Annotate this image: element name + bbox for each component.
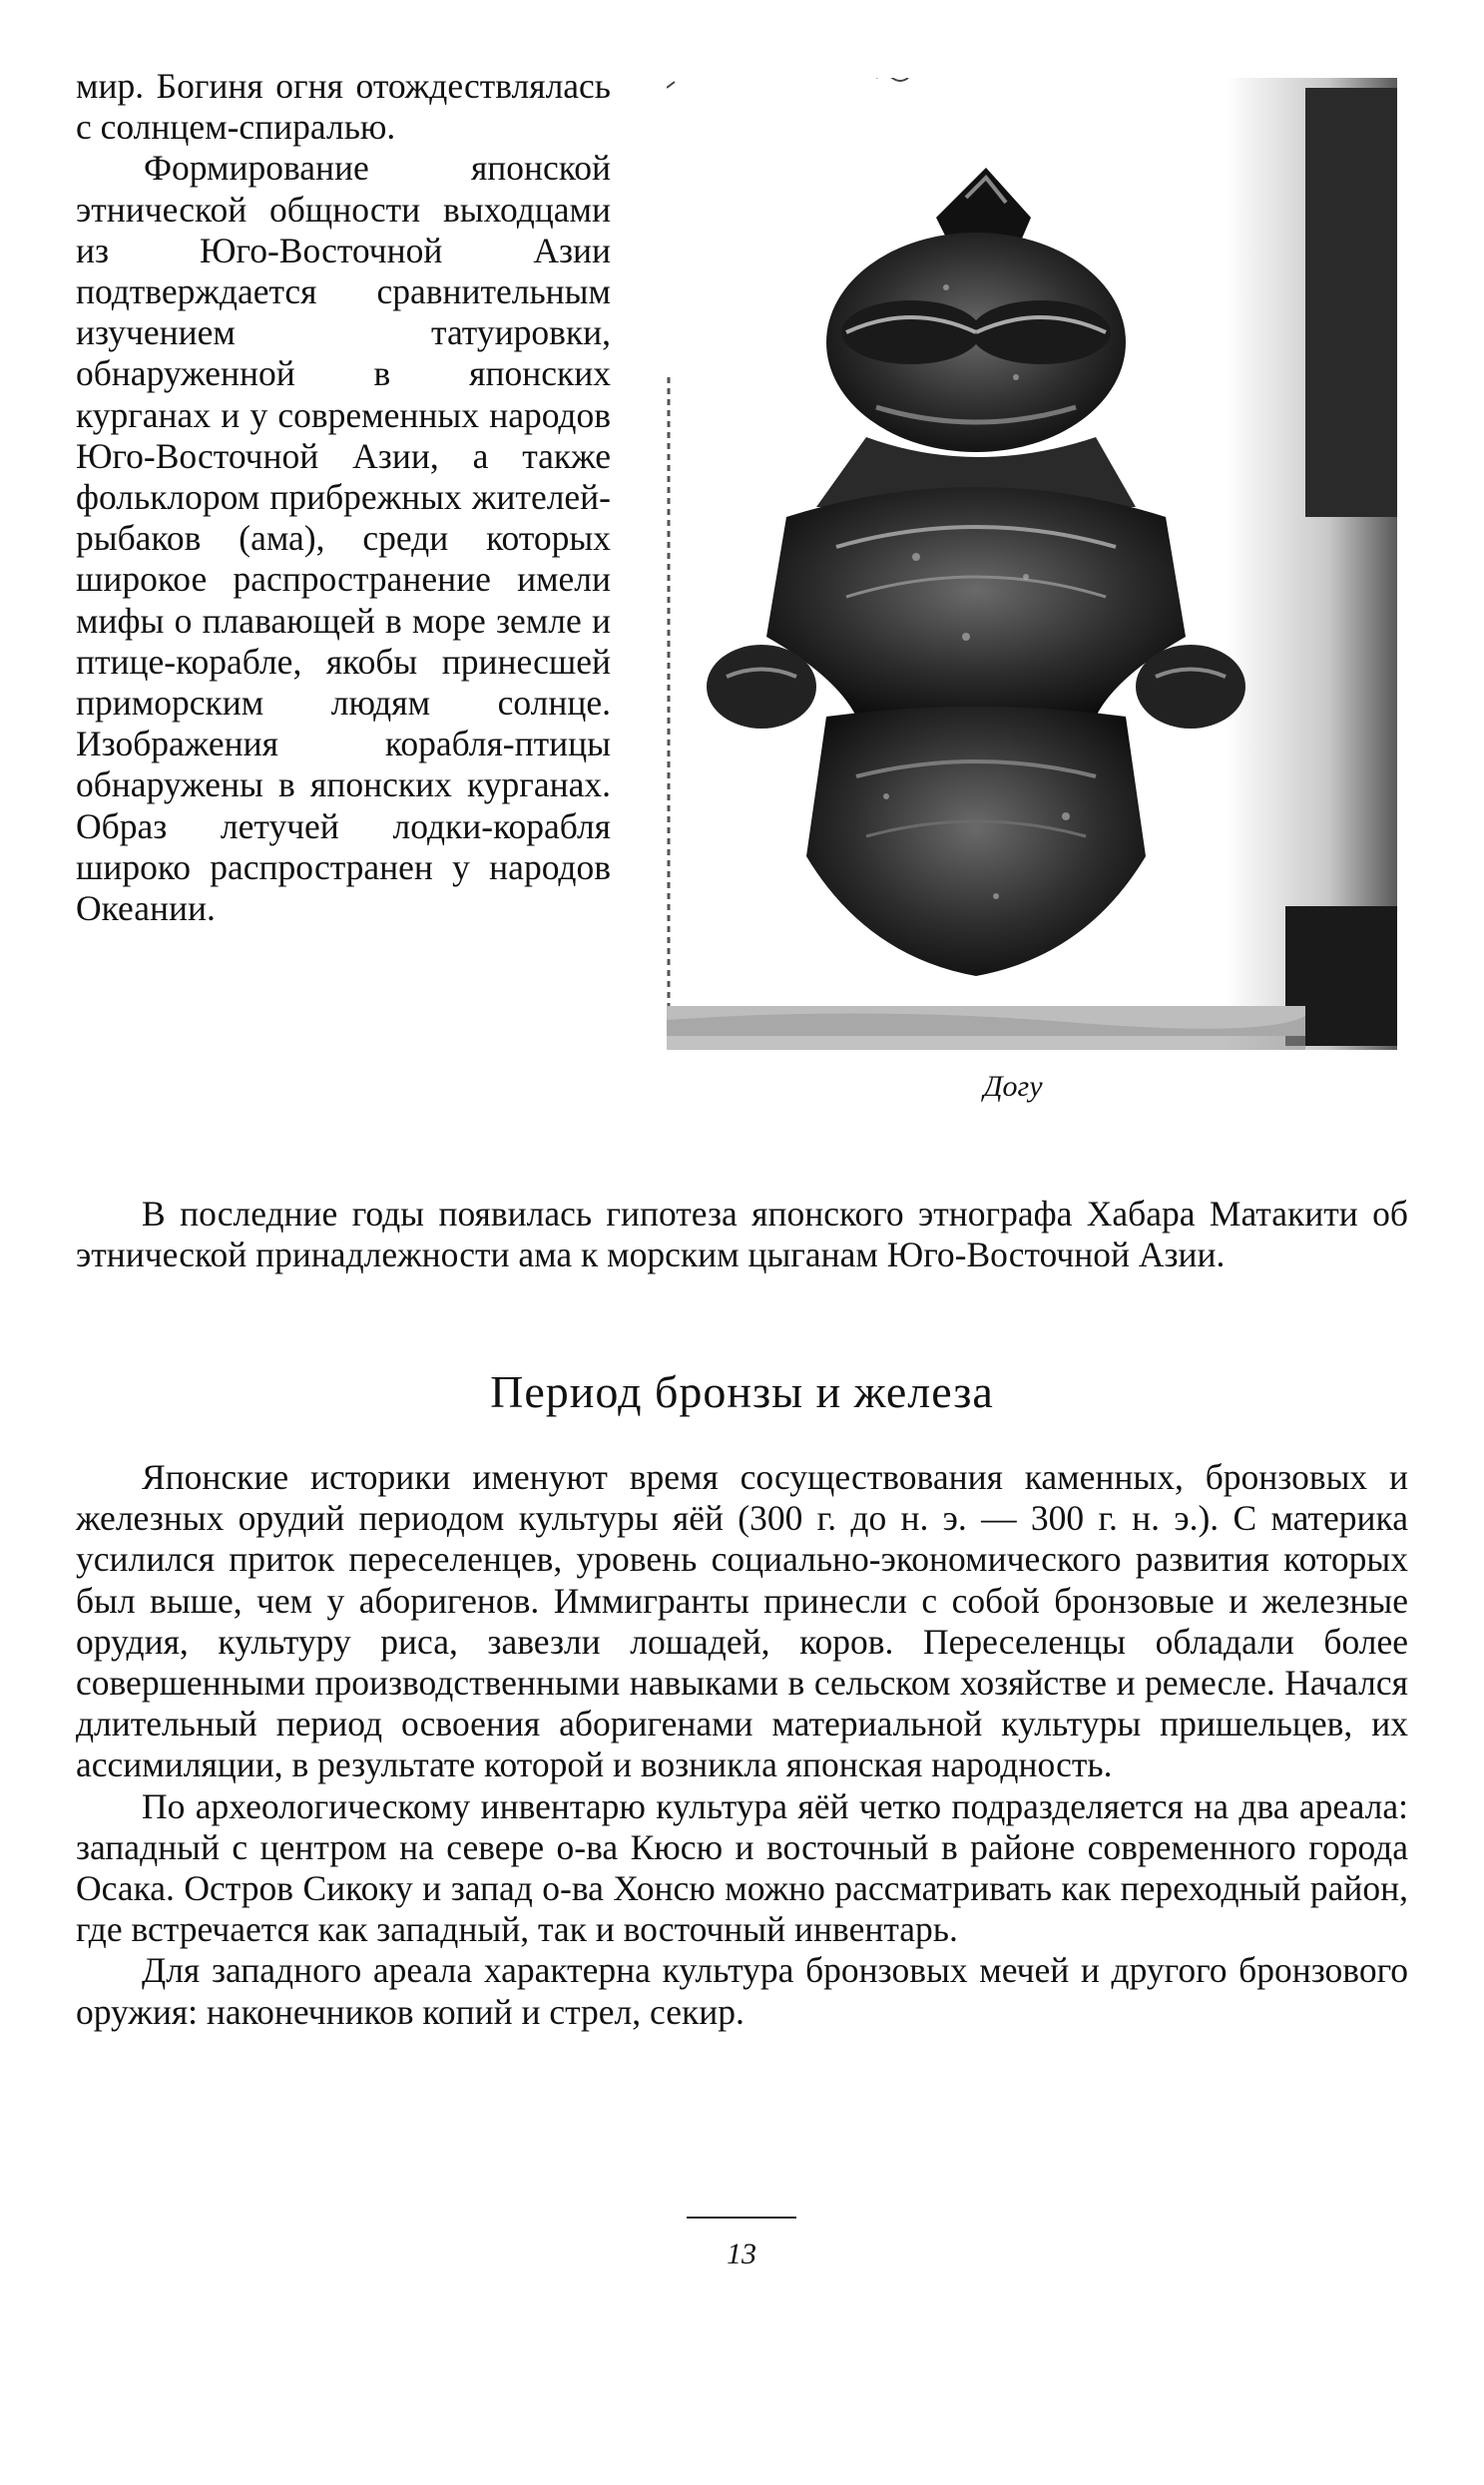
left-paragraph-1: мир. Богиня огня отождествлялась с солнцем-спиралью. <box>76 66 611 148</box>
dogu-figurine-photo <box>667 78 1397 1050</box>
section-paragraph-3: Для западного ареала характерна культура бронзовых мечей и другого бронзового оружия: наконечников копий и стрел, секир. <box>76 1950 1408 2032</box>
section-paragraph-2: По археологическому инвентарю культура яёй четко подразделяется на два ареала: западный с центром на севере о-ва Кюсю и восточный в районе современного города Осака. Остров Сикоку и запад о-ва Хонсю можно рассматривать как переходный район, где встречается как западный, так и восточный инвентарь. <box>76 1785 1408 1950</box>
left-column-text <box>76 66 611 929</box>
section-paragraph-1: Японские историки именуют время сосуществования каменных, бронзовых и железных орудий периодом культуры яёй (300 г. до н. э. — 300 г. н. э.). С материка усилился приток переселенцев, уровень социально-экономического развития которых был выше, чем у аборигенов. Иммигранты принесли с собой бронзовые и железные орудия, культуру риса, завезли лошадей, коров. Переселенцы обладали более совершенными производственными навыками в сельском хозяйстве и ремесле. Начался длительный период освоения аборигенами материальной культуры пришельцев, их ассимиляции, в результате которой и возникла японская народность. <box>76 1457 1408 1785</box>
footer-rule <box>687 2217 796 2219</box>
ama-hypothesis-paragraph: В последние годы появилась гипотеза японского этнографа Хабара Матакити об этнической принадлежности ама к морским цыганам Юго-Восточной Азии. <box>76 1194 1408 1275</box>
full-width-paragraph-block <box>76 1194 1408 1275</box>
figure-caption: Догу <box>983 1070 1043 1103</box>
section-heading: Период бронзы и железа <box>490 1366 994 1417</box>
left-paragraph-2: Формирование японской этнической общности выходцами из Юго-Восточной Азии подтверждается сравнительным изучением татуировки, обнаруженной в японских курганах и у современных народов Юго-Восточной Азии, а также фольклором прибрежных жителей-рыбаков (ама), среди которых широкое распространение имели мифы о плавающей в море земле и птице-корабле, якобы принесшей приморским людям солнце. Изображения корабля-птицы обнаружены в японских курганах. Образ летучей лодки-корабля широко распространен у народов Океании. <box>76 148 611 929</box>
page-number: 13 <box>727 2237 756 2270</box>
section-body <box>76 1457 1408 2033</box>
